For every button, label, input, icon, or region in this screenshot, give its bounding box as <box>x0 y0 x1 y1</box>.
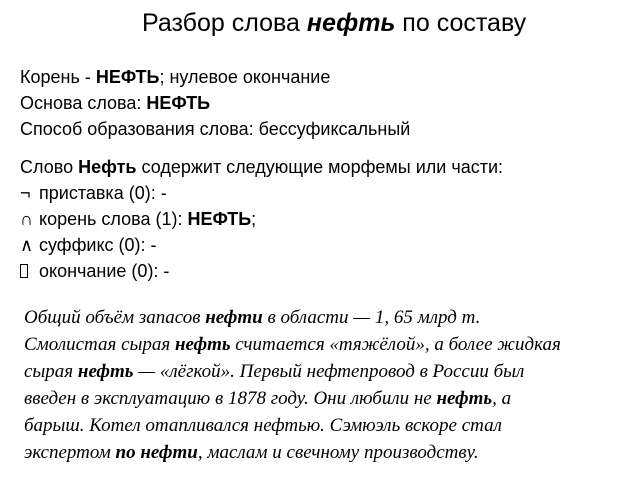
suffix-text: суффикс (0): - <box>34 235 157 255</box>
morpheme-suffix <box>20 232 503 258</box>
quote-2b: нефть <box>174 334 231 355</box>
quote-6c: , маслам и свечному производству. <box>197 442 479 463</box>
intro-after: содержит следующие морфемы или части: <box>136 157 504 177</box>
suffix-icon: ∧ <box>20 235 34 255</box>
quote-3a: сырая <box>24 361 78 382</box>
quote-6b: по нефти <box>115 442 198 463</box>
stem-label: Основа слова: <box>20 93 147 113</box>
quote-3b: нефть <box>77 361 134 382</box>
root-suffix: ; нулевое окончание <box>159 67 331 87</box>
quote-line-5: барыш. Котел отапливался нефтью. Сэмюэль вскоре стал <box>24 415 502 436</box>
quote-line-4 <box>24 385 634 412</box>
intro-before: Слово <box>20 157 79 177</box>
root-tail: ; <box>251 209 257 229</box>
root-icon: ∩ <box>20 209 33 229</box>
root-label: Корень - <box>20 67 96 87</box>
root-line <box>20 64 410 90</box>
ending-icon <box>20 264 28 278</box>
quote-4a: введен в эксплуатацию в 1878 году. Они любили не <box>24 388 437 409</box>
intro-word: Нефть <box>78 157 137 177</box>
morpheme-root <box>20 206 503 232</box>
quote-4c: , а <box>492 388 512 409</box>
quote-2c: считается «тяжёлой», а более жидкая <box>230 334 561 355</box>
quote-1b: нефти <box>205 307 263 328</box>
root-value: НЕФТЬ <box>95 67 160 87</box>
ending-text: окончание (0): - <box>34 261 170 281</box>
stem-line <box>20 90 410 116</box>
quote-2a: Смолистая сырая <box>24 334 175 355</box>
morpheme-ending <box>20 258 503 284</box>
quote-3c: — «лёгкой». Первый нефтепровод в России был <box>133 361 525 382</box>
quote-line-1 <box>24 304 634 331</box>
root-bold: НЕФТЬ <box>187 209 252 229</box>
title-part1: Разбор слова <box>142 9 307 37</box>
quote-line-3 <box>24 358 634 385</box>
morpheme-prefix <box>20 180 503 206</box>
morphemes-intro <box>20 154 503 180</box>
quote-line-6 <box>24 439 634 466</box>
quote-6a: экспертом <box>24 442 116 463</box>
root-text: корень слова (1): <box>34 209 188 229</box>
title-word: нефть <box>306 9 396 37</box>
quote-line-2 <box>24 331 634 358</box>
quote-1c: в области — 1, 65 млрд т. <box>262 307 481 328</box>
quote-block <box>24 304 634 466</box>
quote-4b: нефть <box>436 388 493 409</box>
analysis-block <box>20 64 410 142</box>
title-part2: по составу <box>395 9 527 37</box>
morphemes-block <box>20 154 503 284</box>
stem-value: НЕФТЬ <box>146 93 211 113</box>
formation-line: Способ образования слова: бессуфиксальный <box>20 119 411 139</box>
page-title <box>142 8 526 38</box>
prefix-text: приставка (0): - <box>34 183 167 203</box>
quote-1a: Общий объём запасов <box>24 307 206 328</box>
prefix-icon: ¬ <box>20 183 31 203</box>
